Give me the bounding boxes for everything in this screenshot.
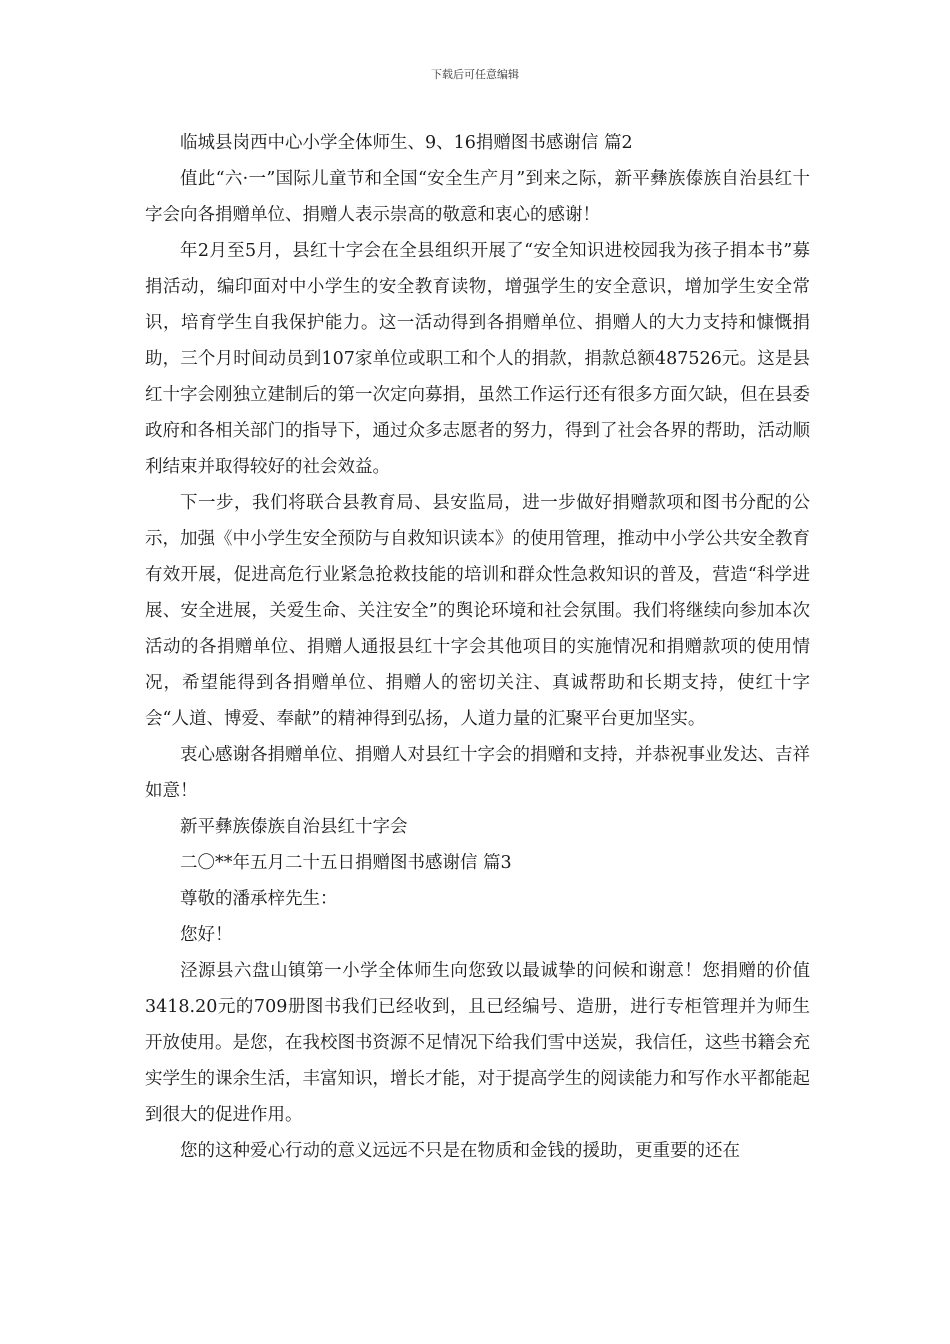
signature-line: 新平彝族傣族自治县红十字会	[180, 817, 408, 837]
page-header: 下载后可任意编辑	[431, 68, 519, 81]
paragraph: 年2月至5月，县红十字会在全县组织开展了“安全知识进校园我为孩子捐本书”募捐活动，编印面对中小学生的安全教育读物，增强学生的安全意识，增加学生安全常识，培育学生自我保护能力。这一活动得到各捐赠单位、捐赠人的大力支持和慷慨捐助，三个月时间动员到107家单位或职工和个人的捐款，捐款总额487526元。这是县红十字会刚独立建制后的第一次定向募捐，虽然工作运行还有很多方面欠缺，但在县委政府和各相关部门的指导下，通过众多志愿者的努力，得到了社会各界的帮助，活动顺利结束并取得较好的社会效益。	[145, 241, 810, 477]
paragraph: 衷心感谢各捐赠单位、捐赠人对县红十字会的捐赠和支持，并恭祝事业发达、吉祥如意！	[145, 745, 810, 801]
section-heading-2: 临城县岗西中心小学全体师生、9、16捐赠图书感谢信 篇2	[180, 133, 633, 153]
section-heading-3: 二〇**年五月二十五日捐赠图书感谢信 篇3	[180, 853, 512, 873]
paragraph: 您的这种爱心行动的意义远远不只是在物质和金钱的援助，更重要的还在	[180, 1141, 740, 1161]
document-body	[145, 125, 810, 1169]
greeting: 您好！	[180, 925, 233, 945]
paragraph: 值此“六·一”国际儿童节和全国“安全生产月”到来之际，新平彝族傣族自治县红十字会向各捐赠单位、捐赠人表示崇高的敬意和衷心的感谢！	[145, 169, 810, 225]
salutation: 尊敬的潘承梓先生：	[180, 889, 338, 909]
paragraph: 下一步，我们将联合县教育局、县安监局，进一步做好捐赠款项和图书分配的公示，加强《中小学生安全预防与自救知识读本》的使用管理，推动中小学公共安全教育有效开展，促进高危行业紧急抢救技能的培训和群众性急救知识的普及，营造“科学进展、安全进展，关爱生命、关注安全”的舆论环境和社会氛围。我们将继续向参加本次活动的各捐赠单位、捐赠人通报县红十字会其他项目的实施情况和捐赠款项的使用情况，希望能得到各捐赠单位、捐赠人的密切关注、真诚帮助和长期支持，使红十字会“人道、博爱、奉献”的精神得到弘扬，人道力量的汇聚平台更加坚实。	[145, 493, 810, 729]
paragraph: 泾源县六盘山镇第一小学全体师生向您致以最诚挚的问候和谢意！您捐赠的价值3418.20元的709册图书我们已经收到，且已经编号、造册，进行专柜管理并为师生开放使用。是您，在我校图书资源不足情况下给我们雪中送炭，我信任，这些书籍会充实学生的课余生活，丰富知识，增长才能，对于提高学生的阅读能力和写作水平都能起到很大的促进作用。	[145, 961, 810, 1125]
